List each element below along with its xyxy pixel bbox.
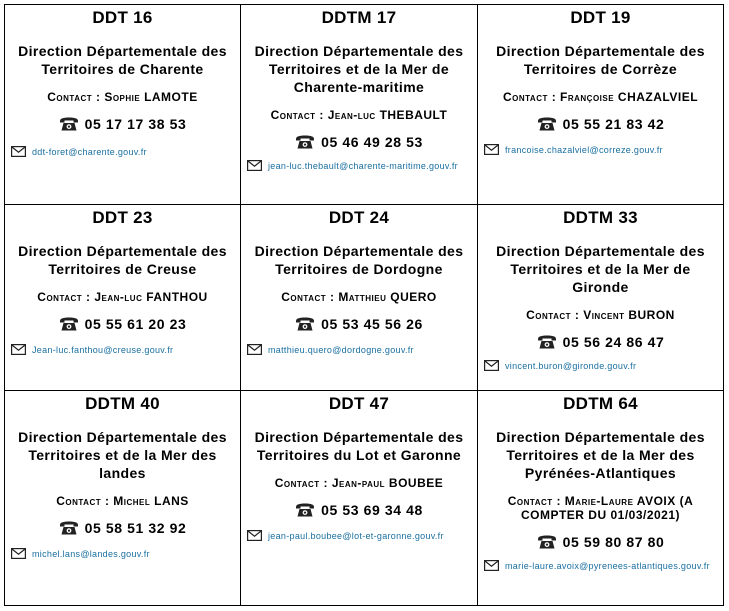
email-line [247, 160, 471, 172]
office-direction: Direction Départementale des Territoires de Creuse [18, 243, 227, 277]
office-code: DDT 16 [92, 8, 153, 27]
email-link[interactable]: vincent.buron@gironde.gouv.fr [505, 361, 637, 371]
contact-name: BURON [628, 308, 675, 322]
office-card [241, 5, 478, 205]
phone-icon [295, 503, 315, 517]
phone-icon [295, 135, 315, 149]
phone-number[interactable]: 05 53 69 34 48 [321, 502, 423, 518]
phone-line [11, 520, 234, 536]
office-direction: Direction Départementale des Territoires de Dordogne [254, 243, 464, 277]
phone-line [484, 334, 717, 350]
phone-icon [537, 535, 557, 549]
email-link[interactable]: ddt-foret@charente.gouv.fr [32, 147, 147, 157]
contact-name: LANS [154, 494, 189, 508]
contact-prefix: Contact : Françoise [502, 90, 615, 104]
email-line [247, 530, 471, 542]
contact-prefix: Contact : Vincent [526, 308, 625, 322]
contact-line [11, 290, 234, 304]
office-direction: Direction Départementale des Territoires et de la Mer des Pyrénées-Atlantiques [496, 429, 705, 481]
email-link[interactable]: Jean-luc.fanthou@creuse.gouv.fr [32, 345, 174, 355]
office-code: DDT 19 [570, 8, 631, 27]
contact-line [484, 308, 717, 322]
contact-prefix: Contact : Jean-luc [270, 108, 376, 122]
office-direction: Direction Départementale des Territoires de Corrèze [496, 43, 705, 77]
contact-name: FANTHOU [146, 290, 208, 304]
contact-prefix: Contact : Jean-luc [37, 290, 143, 304]
office-direction: Direction Départementale des Territoires du Lot et Garonne [254, 429, 464, 463]
office-card [5, 205, 241, 391]
email-line [247, 344, 471, 356]
email-line [484, 360, 717, 372]
contact-name: CHAZALVIEL [617, 90, 699, 104]
phone-icon [59, 317, 79, 331]
envelope-icon [247, 530, 262, 541]
phone-line [247, 134, 471, 150]
office-card [241, 391, 478, 606]
phone-icon [59, 117, 79, 131]
office-direction: Direction Départementale des Territoires et de la Mer des landes [18, 429, 227, 481]
contact-prefix: Contact : Michel [56, 494, 151, 508]
phone-icon [537, 335, 557, 349]
email-line [11, 146, 234, 158]
contact-line [11, 494, 234, 508]
contact-name: AVOIX (A COMPTER DU 01/03/2021) [520, 494, 694, 522]
contact-line [11, 90, 234, 104]
email-link[interactable]: jean-luc.thebault@charente-maritime.gouv.fr [268, 161, 458, 171]
office-direction: Direction Départementale des Territoires et de la Mer de Charente-maritime [254, 43, 464, 95]
phone-number[interactable]: 05 59 80 87 80 [562, 534, 665, 550]
office-code: DDTM 17 [321, 8, 397, 27]
envelope-icon [247, 160, 262, 171]
contact-grid [4, 4, 724, 606]
phone-icon [59, 521, 79, 535]
office-code: DDT 47 [328, 394, 390, 413]
phone-line [11, 316, 234, 332]
phone-icon [295, 317, 315, 331]
contact-line [484, 90, 717, 104]
envelope-icon [484, 144, 499, 155]
email-line [11, 344, 234, 356]
phone-number[interactable]: 05 17 17 38 53 [84, 116, 187, 132]
office-code: DDTM 64 [563, 394, 638, 413]
envelope-icon [247, 344, 262, 355]
contact-name: LAMOTE [144, 90, 198, 104]
office-card [478, 205, 724, 391]
contact-line [247, 290, 471, 304]
phone-number[interactable]: 05 46 49 28 53 [321, 134, 423, 150]
email-link[interactable]: marie-laure.avoix@pyrenees-atlantiques.gouv.fr [505, 561, 710, 571]
office-card [5, 391, 241, 606]
contact-prefix: Contact : Marie-Laure [507, 494, 634, 508]
office-direction: Direction Départementale des Territoires de Charente [18, 43, 227, 77]
office-card [241, 205, 478, 391]
office-code: DDT 23 [92, 208, 153, 227]
email-line [484, 144, 717, 156]
envelope-icon [484, 560, 499, 571]
contact-line [247, 476, 471, 490]
contact-line [247, 108, 471, 122]
phone-line [247, 316, 471, 332]
office-direction: Direction Départementale des Territoires et de la Mer de Gironde [496, 243, 705, 295]
contact-name: BOUBEE [388, 476, 444, 490]
phone-number[interactable]: 05 55 21 83 42 [562, 116, 665, 132]
phone-number[interactable]: 05 55 61 20 23 [84, 316, 187, 332]
email-link[interactable]: matthieu.quero@dordogne.gouv.fr [268, 345, 414, 355]
contact-prefix: Contact : Jean-paul [274, 476, 386, 490]
phone-line [11, 116, 234, 132]
email-link[interactable]: jean-paul.boubee@lot-et-garonne.gouv.fr [268, 531, 444, 541]
office-card [478, 5, 724, 205]
phone-line [484, 116, 717, 132]
phone-number[interactable]: 05 56 24 86 47 [562, 334, 665, 350]
phone-number[interactable]: 05 53 45 56 26 [321, 316, 423, 332]
phone-icon [537, 117, 557, 131]
office-card [5, 5, 241, 205]
email-line [484, 560, 717, 572]
contact-name: QUERO [390, 290, 437, 304]
contact-line [484, 494, 717, 522]
contact-prefix: Contact : Matthieu [281, 290, 387, 304]
email-link[interactable]: francoise.chazalviel@correze.gouv.fr [505, 145, 663, 155]
envelope-icon [11, 146, 26, 157]
phone-line [247, 502, 471, 518]
office-card [478, 391, 724, 606]
office-code: DDT 24 [328, 208, 390, 227]
email-line [11, 548, 234, 560]
office-code: DDTM 33 [563, 208, 638, 227]
phone-number[interactable]: 05 58 51 32 92 [84, 520, 187, 536]
phone-line [484, 534, 717, 550]
email-link[interactable]: michel.lans@landes.gouv.fr [32, 549, 150, 559]
contact-name: THEBAULT [379, 108, 448, 122]
envelope-icon [11, 548, 26, 559]
contact-prefix: Contact : Sophie [47, 90, 141, 104]
envelope-icon [484, 360, 499, 371]
envelope-icon [11, 344, 26, 355]
office-code: DDTM 40 [85, 394, 160, 413]
